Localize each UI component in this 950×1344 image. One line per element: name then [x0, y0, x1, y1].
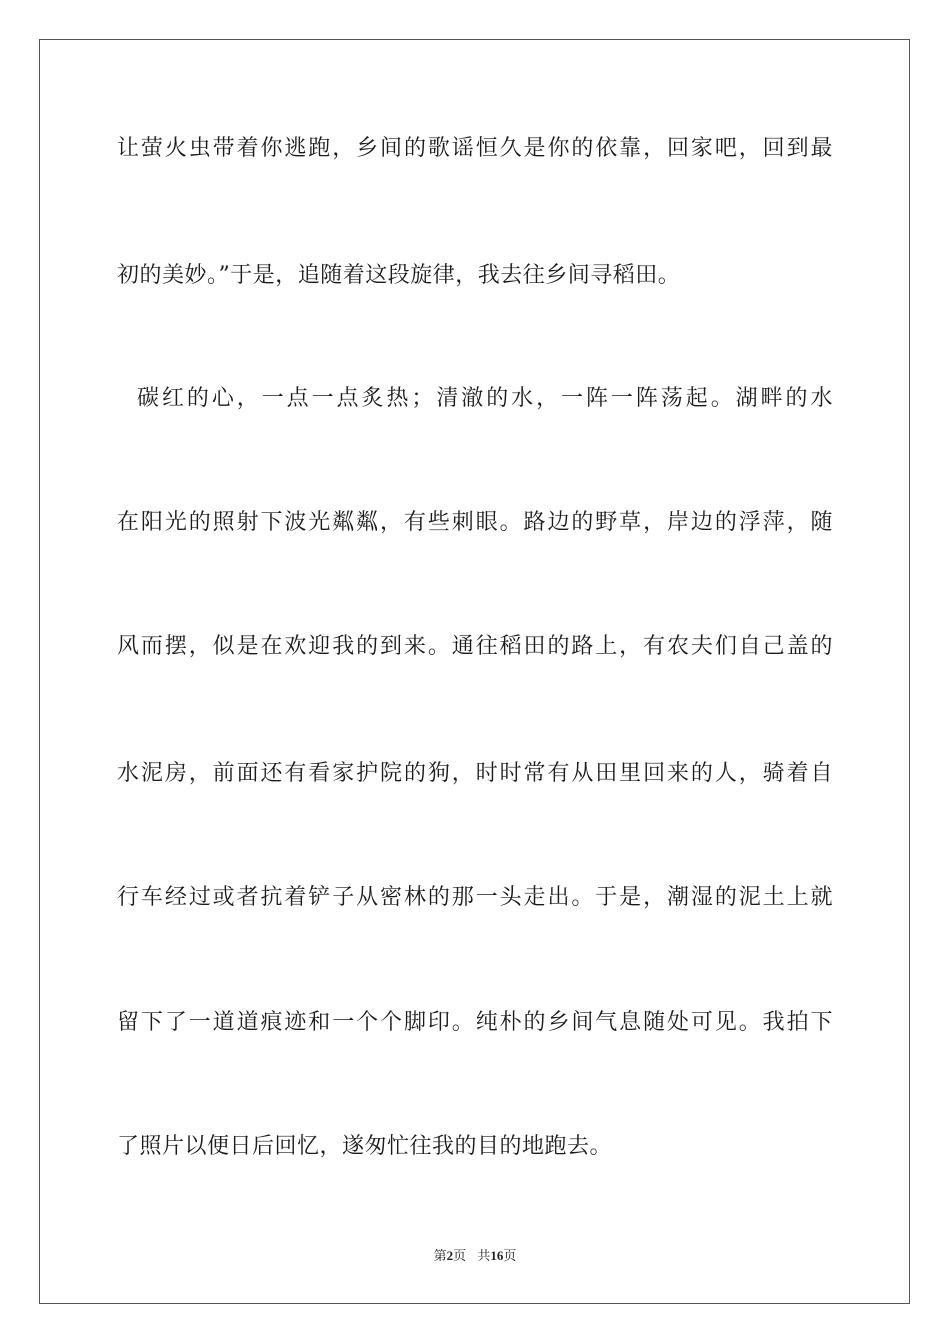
text-line: 水泥房，前面还有看家护院的狗，时时常有从田里回来的人，骑着自 — [117, 761, 833, 786]
page-footer — [0, 1247, 950, 1265]
page-current: 2 — [446, 1248, 454, 1263]
page-prefix: 第 — [433, 1248, 447, 1263]
paragraph-first-line: 碳红的心，一点一点炙热；清澈的水，一阵一阵荡起。湖畔的水 — [137, 386, 833, 411]
text-line: 在阳光的照射下波光粼粼，有些刺眼。路边的野草，岸边的浮萍，随 — [117, 510, 833, 535]
page-indicator — [434, 1248, 467, 1263]
page-total: 16 — [490, 1248, 504, 1263]
text-line: 初的美妙。”于是，追随着这段旋律，我去往乡间寻稻田。 — [117, 263, 681, 288]
text-line: 让萤火虫带着你逃跑，乡间的歌谣恒久是你的依靠，回家吧，回到最 — [117, 136, 833, 161]
text-line: 行车经过或者抗着铲子从密林的那一头走出。于是，潮湿的泥土上就 — [117, 885, 833, 910]
text-line: 风而摆，似是在欢迎我的到来。通往稻田的路上，有农夫们自己盖的 — [117, 634, 833, 659]
total-unit: 页 — [503, 1248, 517, 1263]
page-border — [39, 39, 910, 1304]
total-indicator — [477, 1248, 516, 1263]
page-unit: 页 — [453, 1248, 467, 1263]
total-prefix: 共 — [477, 1248, 491, 1263]
text-line: 了照片以便日后回忆，遂匆忙往我的目的地跑去。 — [117, 1134, 613, 1159]
text-line: 留下了一道道痕迹和一个个脚印。纯朴的乡间气息随处可见。我拍下 — [117, 1010, 833, 1035]
